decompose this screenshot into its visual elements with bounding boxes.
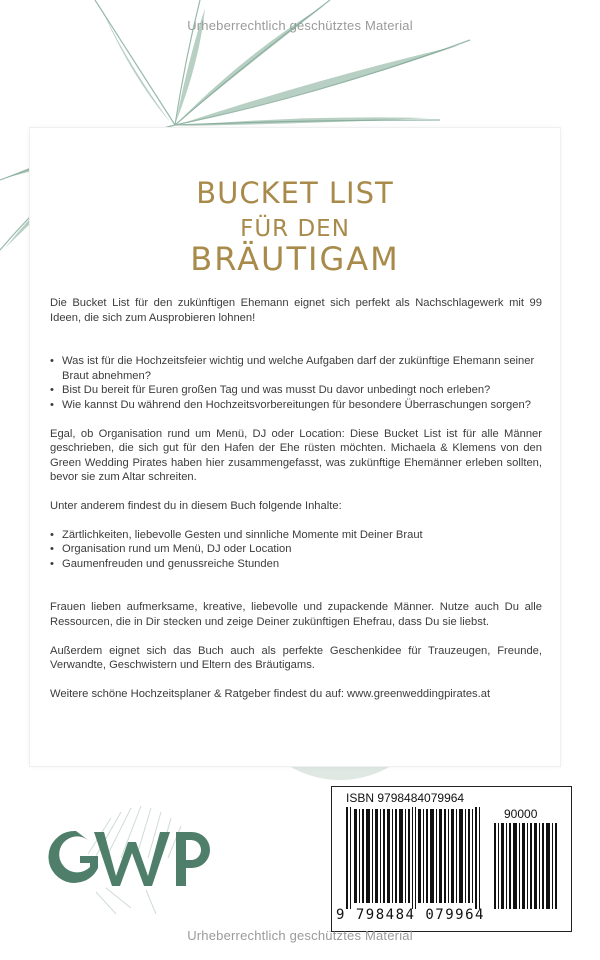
- back-cover-panel: [30, 128, 560, 766]
- paragraph-organisation: Egal, ob Organisation rund um Menü, DJ oder Location: Diese Bucket List ist für alle Männer geschrieben, die sich gut für den Hafen der Ehe rüsten möchten. Michaela & Klemens von den Green Wedding Pirates haben hier zusammengefasst, was zukünftige Ehemänner erleben sollten, bevor sie zum Altar schreiten.: [50, 427, 542, 484]
- isbn-barcode: [331, 786, 572, 932]
- contents-intro: Unter anderem findest du in diesem Buch folgende Inhalte:: [50, 499, 342, 512]
- website-line: Weitere schöne Hochzeitsplaner & Ratgeber findest du auf: www.greenweddingpirates.at: [50, 687, 491, 700]
- title-line-2: FÜR DEN: [240, 216, 350, 242]
- isbn-number: ISBN 9798484079964: [346, 791, 465, 805]
- questions-list: [50, 354, 542, 412]
- price-addon: 90000: [504, 807, 538, 821]
- list-item: • Gaumenfreuden und genussreiche Stunden: [50, 557, 542, 572]
- description: [50, 296, 542, 701]
- list-item: • Zärtlichkeiten, liebevolle Gesten und sinnliche Momente mit Deiner Braut: [50, 528, 542, 543]
- paragraph-gift: Außerdem eignet sich das Buch auch als perfekte Geschenkidee für Trauzeugen, Freunde, Verwandte, Geschwistern und Eltern des Bräutigams.: [50, 644, 542, 672]
- list-item: • Was ist für die Hochzeitsfeier wichtig und welche Aufgaben darf der zukünftige Ehemann seiner Braut abnehmen?: [50, 354, 542, 383]
- intro-paragraph: Die Bucket List für den zukünftigen Ehemann eignet sich perfekt als Nachschlagewerk mit 99 Ideen, die sich zum Ausprobieren lohnen!: [50, 297, 542, 324]
- contents-list: [50, 528, 542, 572]
- paragraph-women: Frauen lieben aufmerksame, kreative, liebevolle und zupackende Männer. Nutze auch Du alle Ressourcen, die in Dir stecken und zeige Deiner zukünftigen Ehefrau, dass Du sie liebst.: [50, 601, 542, 628]
- watermark-bottom: Urheberrechtlich geschütztes Material: [187, 928, 413, 943]
- list-item: • Organisation rund um Menü, DJ oder Location: [50, 542, 542, 557]
- watermark-top: Urheberrechtlich geschütztes Material: [187, 18, 413, 33]
- list-item: • Wie kannst Du während den Hochzeitsvorbereitungen für besondere Überraschungen sorgen?: [50, 398, 542, 413]
- gwp-logo-icon: [36, 798, 216, 918]
- list-item: • Bist Du bereit für Euren großen Tag und was musst Du davor unbedingt noch erleben?: [50, 383, 542, 398]
- title-line-3: BRÄUTIGAM: [190, 240, 400, 278]
- barcode-digits: 9 798484 079964: [336, 907, 485, 923]
- title-line-1: BUCKET LIST: [196, 176, 394, 210]
